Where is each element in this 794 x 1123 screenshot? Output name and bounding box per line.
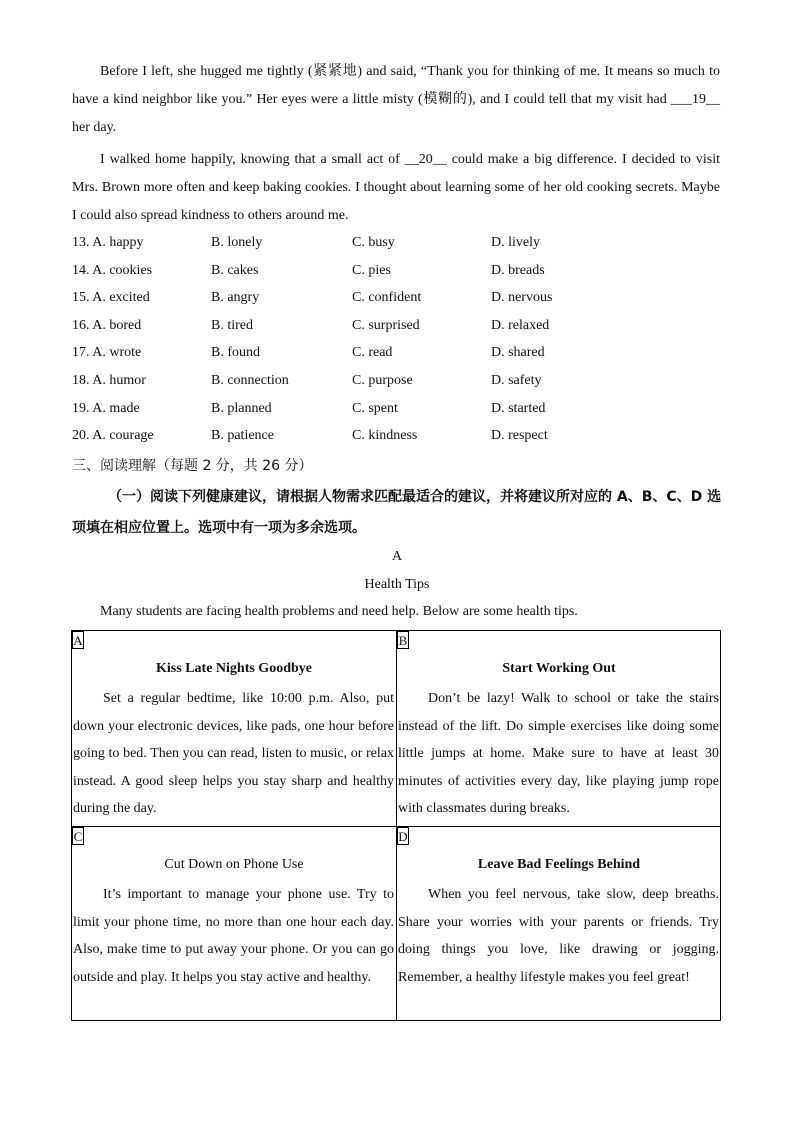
tip-letter-b: B <box>398 633 408 648</box>
tip-cell-d <box>397 827 721 1022</box>
tip-cell-c <box>72 827 396 1022</box>
option-20-a: 20. A. courage <box>72 428 154 443</box>
option-20-d: D. respect <box>491 428 548 443</box>
article-intro: Many students are facing health problems and need help. Below are some health tips. <box>100 604 578 619</box>
option-19-a: 19. A. made <box>72 401 140 416</box>
option-19-b: B. planned <box>211 401 272 416</box>
question-16-options <box>72 315 732 337</box>
tip-cell-a <box>72 631 396 826</box>
passage-paragraph-1: Before I left, she hugged me tightly (紧紧地) and said, “Thank you for thinking of me. It means so much to have a kind neighbor like you.” Her eyes were a little misty (模糊的), and I could tell that my visit had ___19__ her day. <box>72 64 720 135</box>
option-18-d: D. safety <box>491 373 542 388</box>
option-14-d: D. breads <box>491 263 545 278</box>
tip-title-a: Kiss Late Nights Goodbye <box>156 661 312 676</box>
question-19-options <box>72 398 732 420</box>
tip-body-d: When you feel nervous, take slow, deep breaths. Share your worries with your parents or friends. Try doing things you love, like drawing or jogging. Remember, a healthy lifestyle makes you feel great! <box>398 887 719 985</box>
tip-letter-a: A <box>73 633 83 648</box>
question-15-options <box>72 287 732 309</box>
option-14-a: 14. A. cookies <box>72 263 153 278</box>
option-20-c: C. kindness <box>352 428 418 443</box>
tip-title-d: Leave Bad Feelings Behind <box>477 857 641 872</box>
question-14-options <box>72 260 732 282</box>
question-17-options <box>72 342 732 364</box>
question-18-options <box>72 370 732 392</box>
option-13-c: C. busy <box>352 235 395 250</box>
option-19-c: C. spent <box>352 401 398 416</box>
option-20-b: B. patience <box>211 428 274 443</box>
tip-body-c: It’s important to manage your phone use. Try to limit your phone time, no more than one hour each day. Also, make time to put away your phone. Or you can go outside and play. It helps you stay active and healthy. <box>73 887 394 985</box>
tip-title-c: Cut Down on Phone Use <box>164 857 304 872</box>
tip-letter-d: D <box>398 829 408 844</box>
option-13-d: D. lively <box>491 235 540 250</box>
option-15-d: D. nervous <box>491 290 553 305</box>
tip-title-b: Start Working Out <box>502 661 616 676</box>
option-15-b: B. angry <box>211 290 260 305</box>
option-16-a: 16. A. bored <box>72 318 142 333</box>
question-20-options <box>72 425 732 447</box>
option-17-a: 17. A. wrote <box>72 345 142 360</box>
tip-body-a: Set a regular bedtime, like 10:00 p.m. Also, put down your electronic devices, like pads, one hour before going to bed. Then you can read, listen to music, or relax instead. A good sleep helps you stay sharp and healthy during the day. <box>73 691 394 816</box>
article-title: Health Tips <box>364 577 430 592</box>
option-17-d: D. shared <box>491 345 545 360</box>
option-15-c: C. confident <box>352 290 422 305</box>
section-instruction: （一）阅读下列健康建议，请根据人物需求匹配最适合的建议，并将建议所对应的 A、B、C、D 选项填在相应位置上。选项中有一项为多余选项。 <box>72 489 722 536</box>
option-14-b: B. cakes <box>211 263 259 278</box>
tip-cell-b <box>397 631 721 826</box>
question-13-options <box>72 232 732 254</box>
option-18-b: B. connection <box>211 373 289 388</box>
option-17-c: C. read <box>352 345 393 360</box>
option-16-d: D. relaxed <box>491 318 550 333</box>
option-16-b: B. tired <box>211 318 253 333</box>
option-17-b: B. found <box>211 345 260 360</box>
option-19-d: D. started <box>491 401 546 416</box>
tip-letter-c: C <box>73 829 83 844</box>
health-tips-table <box>71 630 721 1021</box>
section-heading: 三、阅读理解（每题 2 分，共 26 分） <box>72 458 313 474</box>
option-16-c: C. surprised <box>352 318 420 333</box>
option-13-a: 13. A. happy <box>72 235 144 250</box>
option-14-c: C. pies <box>352 263 391 278</box>
tip-body-b: Don’t be lazy! Walk to school or take the stairs instead of the lift. Do simple exercises like doing some little jumps at home. Make sure to have at least 30 minutes of activities every day, like playing jump rope with classmates during breaks. <box>398 691 719 816</box>
article-label: A <box>391 549 403 564</box>
option-13-b: B. lonely <box>211 235 263 250</box>
option-18-c: C. purpose <box>352 373 413 388</box>
option-15-a: 15. A. excited <box>72 290 150 305</box>
option-18-a: 18. A. humor <box>72 373 146 388</box>
passage-paragraph-2: I walked home happily, knowing that a small act of __20__ could make a big difference. I decided to visit Mrs. Brown more often and keep baking cookies. I thought about learning some of her old cooking secrets. Maybe I could also spread kindness to others around me. <box>72 152 720 223</box>
